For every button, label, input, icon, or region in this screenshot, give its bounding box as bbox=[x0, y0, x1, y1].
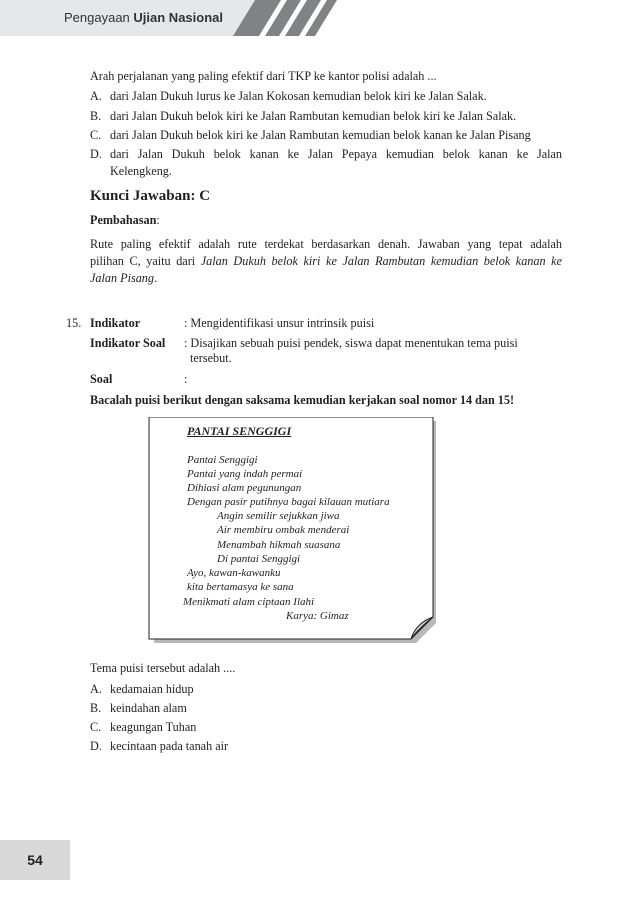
header-prefix: Pengayaan bbox=[64, 10, 134, 25]
indikator-soal-value2: tersebut. bbox=[190, 351, 232, 365]
q15-option-a-text: kedamaian hidup bbox=[110, 682, 194, 696]
q14-option-d-text-line2: Kelengkeng. bbox=[110, 164, 172, 178]
q14-option-b-text: dari Jalan Dukuh belok kiri ke Jalan Rambutan kemudian belok kiri ke Jalan Salak. bbox=[110, 109, 517, 123]
header-title bbox=[64, 10, 223, 25]
header-title-bold: Ujian Nasional bbox=[133, 10, 223, 25]
q14-option-c-text: dari Jalan Dukuh belok kiri ke Jalan Rambutan kemudian belok kanan ke Jalan Pisang bbox=[110, 128, 531, 142]
poem-line: Angin semilir sejukkan jiwa bbox=[217, 510, 340, 522]
pembahasan-label: Pembahasan bbox=[90, 213, 157, 227]
q14-option-a-letter: A. bbox=[90, 89, 102, 103]
indikator-label: Indikator bbox=[90, 316, 141, 330]
poem-title: PANTAI SENGGIGI bbox=[187, 424, 292, 438]
poem-line: Menambah hikmah suasana bbox=[217, 539, 341, 551]
page-number: 54 bbox=[27, 852, 43, 868]
pembahasan-heading bbox=[90, 212, 160, 229]
q15-stem: Tema puisi tersebut adalah .... bbox=[90, 661, 236, 675]
pembahasan-colon: : bbox=[156, 213, 160, 227]
q14-stem: Arah perjalanan yang paling efektif dari TKP ke kantor polisi adalah ... bbox=[90, 69, 437, 83]
poem-line: Pantai yang indah permai bbox=[187, 468, 303, 480]
pembahasan-line3-italic: Jalan Pisang bbox=[90, 271, 154, 285]
soal-colon: : bbox=[184, 372, 188, 386]
q14-option-a-text: dari Jalan Dukuh lurus ke Jalan Kokosan kemudian belok kiri ke Jalan Salak. bbox=[110, 89, 487, 103]
soal-label: Soal bbox=[90, 372, 113, 386]
q15-number: 15. bbox=[66, 316, 82, 330]
poem-author: Karya: Gimaz bbox=[286, 610, 349, 622]
instruction: Bacalah puisi berikut dengan saksama kemudian kerjakan soal nomor 14 dan 15! bbox=[90, 393, 515, 407]
poem-line: Ayo, kawan-kawanku bbox=[187, 567, 281, 579]
poem-line: Air membiru ombak menderai bbox=[217, 524, 350, 536]
q15-option-d-text: kecintaan pada tanah air bbox=[110, 739, 229, 753]
q15-option-a-letter: A. bbox=[90, 682, 102, 696]
indikator-soal-label: Indikator Soal bbox=[90, 336, 166, 350]
q14-option-b-letter: B. bbox=[90, 109, 102, 123]
page-number-box bbox=[0, 840, 70, 880]
q15-option-b-text: keindahan alam bbox=[110, 701, 187, 715]
q15-option-c-letter: C. bbox=[90, 720, 102, 734]
pembahasan-line3-end: . bbox=[153, 271, 158, 285]
q15-option-d-letter: D. bbox=[90, 739, 102, 753]
q15-option-b-letter: B. bbox=[90, 701, 102, 715]
indikator-value: : Mengidentifikasi unsur intrinsik puisi bbox=[184, 316, 375, 330]
pembahasan-line3 bbox=[90, 270, 157, 287]
q15-option-c-text: keagungan Tuhan bbox=[110, 720, 197, 734]
pembahasan-line2 bbox=[90, 253, 562, 270]
pembahasan-line2-prefix: pilihan C, yaitu dari bbox=[90, 254, 201, 268]
q14-option-d-text-line1: dari Jalan Dukuh belok kanan ke Jalan Pepaya kemudian belok kanan ke Jalan bbox=[110, 147, 562, 161]
pembahasan-line1: Rute paling efektif adalah rute terdekat berdasarkan denah. Jawaban yang tepat adalah bbox=[90, 237, 562, 251]
poem-line: Dengan pasir putihnya bagai kilauan mutiara bbox=[187, 496, 390, 508]
poem-line: Dihiasi alam pegunungan bbox=[187, 482, 302, 494]
poem-line: Menikmati alam ciptaan Ilahi bbox=[183, 596, 315, 608]
q14-option-d-letter: D. bbox=[90, 147, 102, 161]
indikator-soal-value1: : Disajikan sebuah puisi pendek, siswa dapat menentukan tema puisi bbox=[184, 336, 518, 350]
pembahasan-line2-italic: Jalan Dukuh belok kiri ke Jalan Rambutan kemudian belok kanan ke bbox=[200, 254, 563, 268]
poem-line: Di pantai Senggigi bbox=[217, 553, 301, 565]
q14-option-c-letter: C. bbox=[90, 128, 102, 142]
poem-line: kita bertamasya ke sana bbox=[187, 581, 294, 593]
answer-key: Kunci Jawaban: C bbox=[90, 188, 211, 204]
poem-line: Pantai Senggigi bbox=[187, 454, 258, 466]
